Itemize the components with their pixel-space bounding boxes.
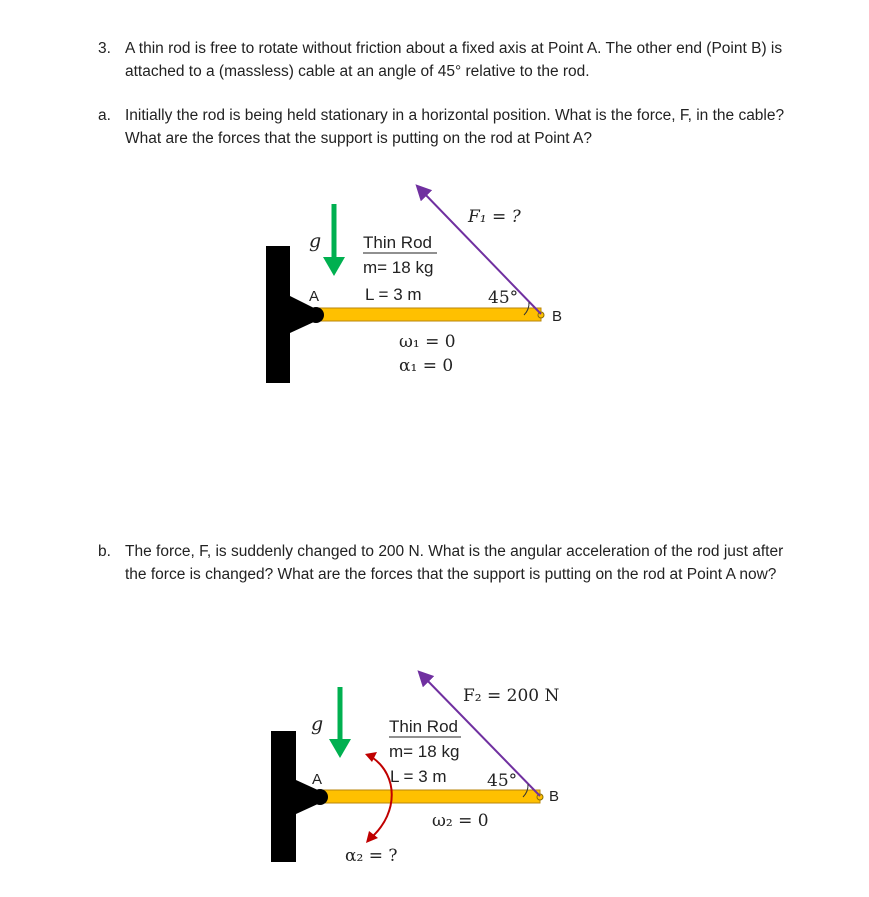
gravity-label: g [311,713,324,735]
rod-title: Thin Rod [389,717,458,736]
thin-rod [320,790,540,803]
pivot-point-a [312,789,328,805]
alpha-label: α₁ = 0 [399,356,454,376]
force-label: F₂ = 200 N [463,686,560,706]
support-wall [271,731,296,862]
omega-label: ω₁ = 0 [399,332,456,352]
point-b-label: B [552,308,563,325]
gravity-arrowhead [329,739,351,758]
angle-label: 45° [488,288,519,308]
rod-length: L = 3 m [365,285,422,304]
gravity-arrowhead [323,257,345,276]
gravity-label: g [309,230,322,252]
problem-text: A thin rod is free to rotate without friction about a fixed axis at Point A. The other end (Point B) is attached to a (massless) cable at an angle of 45° relative to the rod. [125,40,783,80]
pivot-point-a [308,307,324,323]
point-a-label: A [312,771,323,788]
force-label: F₁ = ? [468,207,521,227]
part-b-label: b. [98,543,111,560]
rod-length: L = 3 m [390,767,447,786]
part-a-text: Initially the rod is being held stationary in a horizontal position. What is the force, F, in the cable? What are the forces that the support is putting on the rod at Point A? [125,107,785,147]
part-b-question [0,540,869,610]
rod-mass: m= 18 kg [363,258,434,277]
angle-label: 45° [487,771,518,791]
support-wall [266,246,290,383]
part-a-label: a. [98,107,111,124]
point-b-label: B [549,788,560,805]
thin-rod [316,308,541,321]
problem-number: 3. [98,40,111,57]
point-a-label: A [309,288,320,305]
omega-label: ω₂ = 0 [432,811,489,831]
rod-title: Thin Rod [363,233,432,252]
rod-mass: m= 18 kg [389,742,460,761]
alpha-label: α₂ = ? [345,846,398,866]
part-b-text: The force, F, is suddenly changed to 200 N. What is the angular acceleration of the rod just after the force is changed? What are the forces that the support is putting on the rod at Point A now? [125,543,784,583]
